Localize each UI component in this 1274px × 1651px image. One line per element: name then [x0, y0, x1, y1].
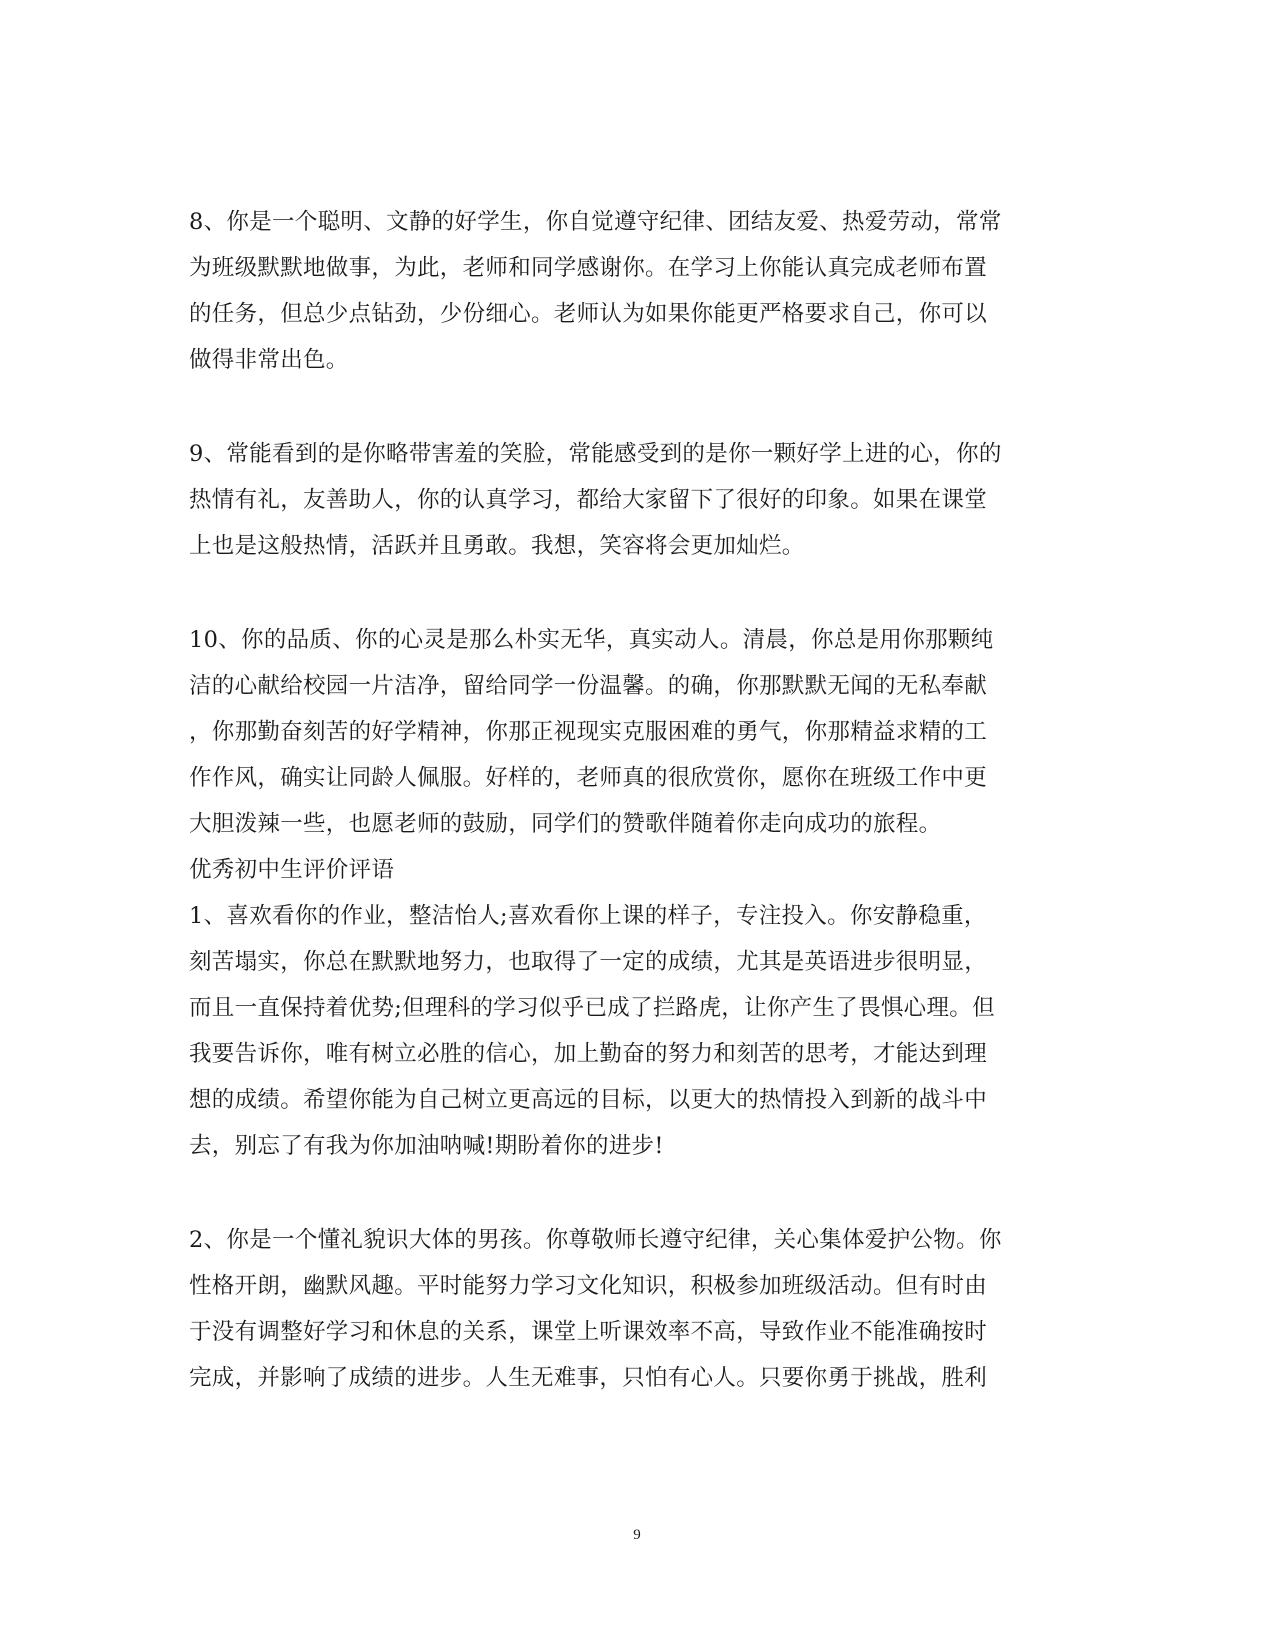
text-line: 热情有礼，友善助人，你的认真学习，都给大家留下了很好的印象。如果在课堂 [189, 487, 988, 513]
text-line: 而且一直保持着优势;但理科的学习似乎已成了拦路虎，让你产生了畏惧心理。但 [189, 995, 995, 1021]
text-line: 2、你是一个懂礼貌识大体的男孩。你尊敬师长遵守纪律，关心集体爱护公物。你 [189, 1227, 1002, 1253]
text-line: 于没有调整好学习和休息的关系，课堂上听课效率不高，导致作业不能准确按时 [189, 1319, 988, 1345]
text-line: 10、你的品质、你的心灵是那么朴实无华，真实动人。清晨，你总是用你那颗纯 [189, 627, 994, 653]
text-line: 想的成绩。希望你能为自己树立更高远的目标，以更大的热情投入到新的战斗中 [189, 1087, 988, 1113]
text-line: 我要告诉你，唯有树立必胜的信心，加上勤奋的努力和刻苦的思考，才能达到理 [189, 1041, 988, 1067]
text-line: 1、喜欢看你的作业，整洁怡人;喜欢看你上课的样子，专注投入。你安静稳重， [189, 903, 987, 929]
text-line: 性格开朗，幽默风趣。平时能努力学习文化知识，积极参加班级活动。但有时由 [189, 1273, 988, 1299]
text-line: 做得非常出色。 [189, 347, 349, 373]
text-line: 的任务，但总少点钻劲，少份细心。老师认为如果你能更严格要求自己，你可以 [189, 301, 988, 327]
text-line: 完成，并影响了成绩的进步。人生无难事，只怕有心人。只要你勇于挑战，胜利 [189, 1365, 988, 1391]
text-line: 8、你是一个聪明、文静的好学生，你自觉遵守纪律、团结友爱、热爱劳动，常常 [189, 209, 1002, 235]
text-line: 为班级默默地做事，为此，老师和同学感谢你。在学习上你能认真完成老师布置 [189, 255, 988, 281]
text-line: ，你那勤奋刻苦的好学精神，你那正视现实克服困难的勇气，你那精益求精的工 [189, 719, 988, 745]
text-line: 9、常能看到的是你略带害羞的笑脸，常能感受到的是你一颗好学上进的心，你的 [189, 441, 1002, 467]
text-line: 去，别忘了有我为你加油呐喊!期盼着你的进步! [189, 1133, 664, 1159]
text-line: 大胆泼辣一些，也愿老师的鼓励，同学们的赞歌伴随着你走向成功的旅程。 [189, 811, 942, 837]
text-line: 上也是这般热情，活跃并且勇敢。我想，笑容将会更加灿烂。 [189, 533, 805, 559]
text-line: 刻苦塌实，你总在默默地努力，也取得了一定的成绩，尤其是英语进步很明显， [189, 949, 988, 975]
section-heading: 优秀初中生评价评语 [189, 857, 395, 883]
page-number: 9 [633, 1527, 641, 1543]
text-line: 洁的心献给校园一片洁净，留给同学一份温馨。的确，你那默默无闻的无私奉献 [189, 673, 988, 699]
text-line: 作作风，确实让同龄人佩服。好样的，老师真的很欣赏你，愿你在班级工作中更 [189, 765, 988, 791]
